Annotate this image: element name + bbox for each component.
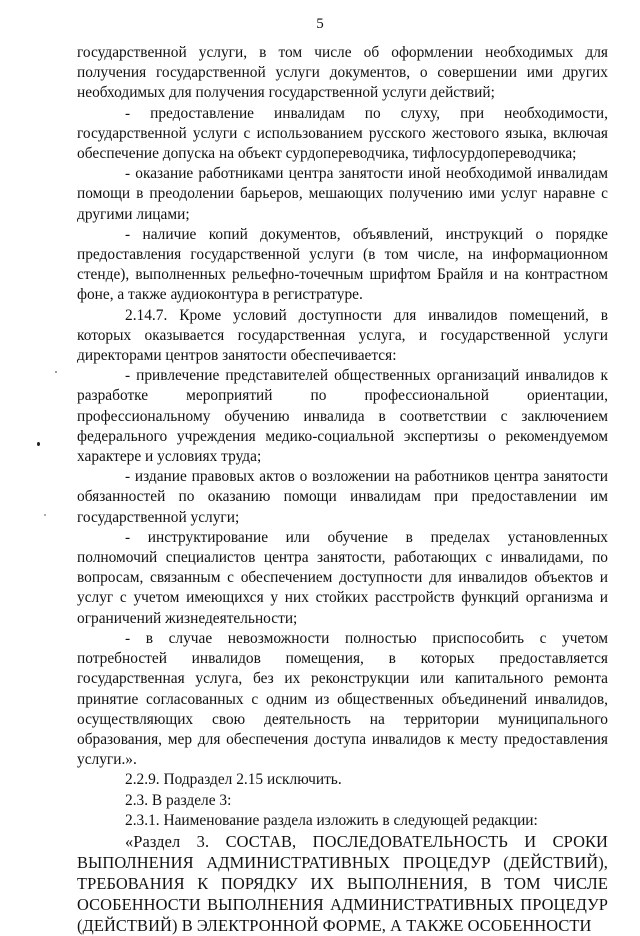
scan-speck	[37, 442, 40, 446]
clause-2-3: 2.3. В разделе 3:	[125, 791, 232, 809]
page-number: 5	[316, 16, 324, 32]
list-item-assistance: - оказание работниками центра занятости иной необходимой инвалидам помощи в преодолении барьеров, мешающих получению ими услуг наравне с другими лицами;	[77, 165, 608, 223]
clause-2-3-1: 2.3.1. Наименование раздела изложить в следующей редакции:	[125, 811, 538, 829]
scan-speck	[44, 514, 46, 516]
list-item-legal-acts: - издание правовых актов о возложении на работников центра занятости обязанностей по оказанию помощи инвалидам при предоставлении им государственной услуги;	[77, 468, 608, 526]
scan-speck	[55, 371, 57, 373]
document-body	[77, 43, 608, 936]
list-item-impossibility: - в случае невозможности полностью приспособить с учетом потребностей инвалидов помещения, в которых предоставляется государственная услуга, без их реконструкции или капитального ремонта принятие согласованных с одним из общественных объединений инвалидов, осуществляющих свою деятельность на территории муниципального образования, мер для обеспечения доступа инвалидов к месту предоставления услуги.».	[77, 629, 608, 769]
list-item-instruction: - инструктирование или обучение в пределах установленных полномочий специалистов центра занятости, работающих с инвалидами, по вопросам, связанным с обеспечением доступности для инвалидов объектов и услуг с учетом имеющихся у них стойких расстройств функций организма и ограничений жизнедеятельности;	[77, 528, 608, 627]
paragraph-continuation: государственной услуги, в том числе об оформлении необходимых для получения государственной услуги документов, о совершении ими других необходимых для получения государственной услуги действий;	[77, 44, 608, 102]
clause-2-2-9: 2.2.9. Подраздел 2.15 исключить.	[125, 771, 342, 789]
list-item-public-organizations: - привлечение представителей общественных организаций инвалидов к разработке мероприятий по профессиональной ориентации, профессиональному обучению инвалида в соответствии с заключением федерального учреждения медико-социальной экспертизы о рекомендуемом характере и условиях труда;	[77, 367, 608, 466]
section-3-title: «Раздел 3. СОСТАВ, ПОСЛЕДОВАТЕЛЬНОСТЬ И СРОКИ ВЫПОЛНЕНИЯ АДМИНИСТРАТИВНЫХ ПРОЦЕДУР (ДЕЙСТВИЙ), ТРЕБОВАНИЯ К ПОРЯДКУ ИХ ВЫПОЛНЕНИЯ, В ТОМ ЧИСЛЕ ОСОБЕННОСТИ ВЫПОЛНЕНИЯ АДМИНИСТРАТИВНЫХ ПРОЦЕДУР (ДЕЙСТВИЙ) В ЭЛЕКТРОННОЙ ФОРМЕ, А ТАКЖЕ ОСОБЕННОСТИ	[77, 831, 608, 935]
clause-2-14-7: 2.14.7. Кроме условий доступности для инвалидов помещений, в которых оказывается государственная услуга, и государственной услуги директорами центров занятости обеспечивается:	[77, 306, 608, 365]
list-item-sign-language: - предоставление инвалидам по слуху, при необходимости, государственной услуги с использованием русского жестового языка, включая обеспечение допуска на объект сурдопереводчика, тифлосурдопереводчика;	[77, 104, 608, 163]
list-item-braille-copies: - наличие копий документов, объявлений, инструкций о порядке предоставления государственной услуги (в том числе, на информационном стенде), выполненных рельефно-точечным шрифтом Брайля и на контрастном фоне, а также аудиоконтура в регистратуре.	[77, 225, 608, 304]
